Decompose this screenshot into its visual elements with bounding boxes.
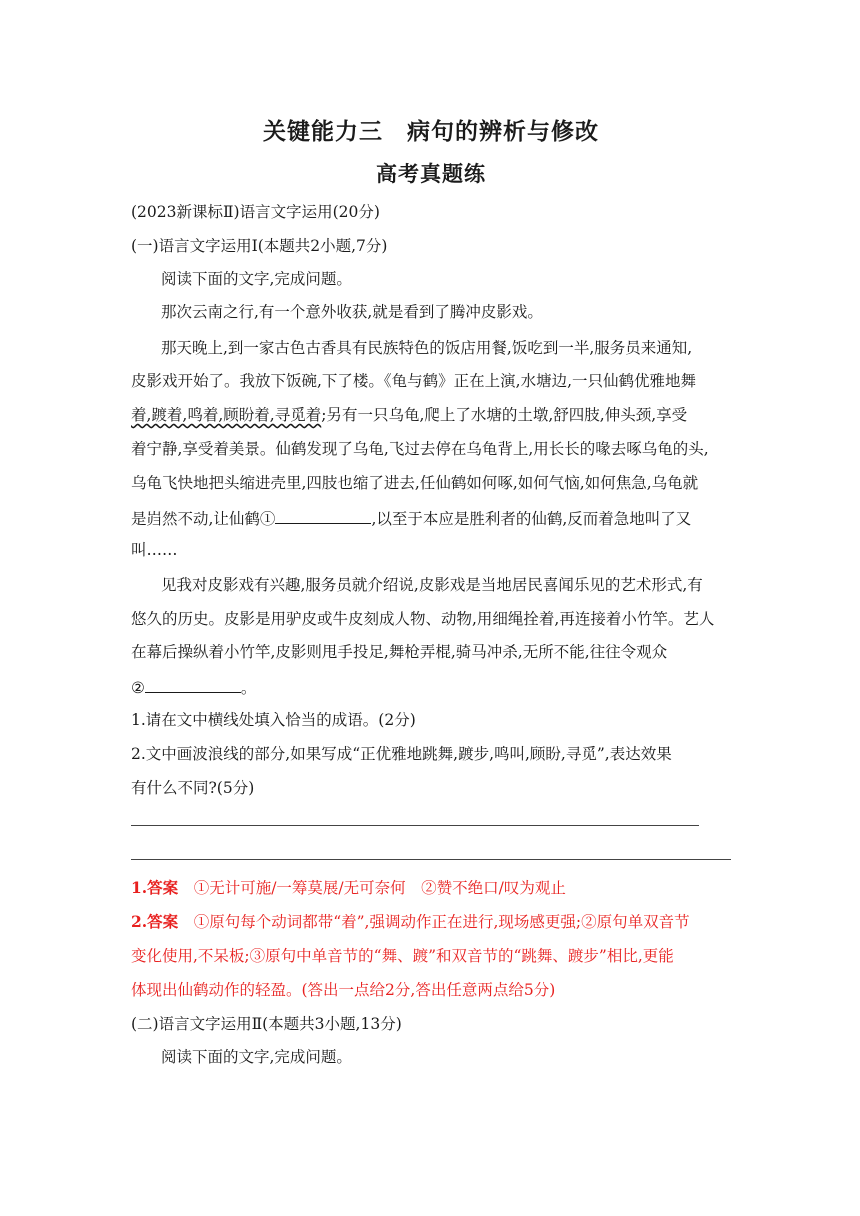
passage-line: 着宁静,享受着美景。仙鹤发现了乌龟,飞过去停在乌龟背上,用长长的喙去啄乌龟的头, bbox=[131, 440, 709, 458]
section1-intro: 阅读下面的文字,完成问题。 bbox=[161, 270, 352, 288]
passage-line: 悠久的历史。皮影是用驴皮或牛皮刻成人物、动物,用细绳拴着,再连接着小竹竿。艺人 bbox=[131, 610, 715, 628]
answer-2: 2.答案 ①原句每个动词都带“着”,强调动作正在进行,现场感更强;②原句单双音节 bbox=[131, 912, 690, 931]
answer-label: 2.答案 bbox=[131, 912, 179, 931]
question-1: 1.请在文中横线处填入恰当的成语。(2分) bbox=[131, 711, 416, 729]
page-title: 关键能力三 病句的辨析与修改 bbox=[263, 119, 599, 145]
fill-blank-1 bbox=[275, 507, 371, 524]
passage-paragraph-1: 那次云南之行,有一个意外收获,就是看到了腾冲皮影戏。 bbox=[161, 303, 543, 321]
passage-line: 叫…… bbox=[131, 541, 178, 559]
fill-blank-2 bbox=[145, 676, 241, 693]
passage-line: 着,踱着,鸣着,顾盼着,寻觅着;另有一只乌龟,爬上了水塘的土墩,舒四肢,伸头颈,享受 bbox=[131, 406, 688, 424]
section2-intro: 阅读下面的文字,完成问题。 bbox=[161, 1048, 352, 1066]
passage-line: 乌龟飞快地把头缩进壳里,四肢也缩了进去,任仙鹤如何啄,如何气恼,如何焦急,乌龟就 bbox=[131, 474, 699, 492]
passage-line: 皮影戏开始了。我放下饭碗,下了楼。《龟与鹤》正在上演,水塘边,一只仙鹤优雅地舞 bbox=[131, 372, 697, 390]
exam-source: (2023新课标Ⅱ)语言文字运用(20分) bbox=[131, 203, 380, 221]
passage-line: 见我对皮影戏有兴趣,服务员就介绍说,皮影戏是当地居民喜闻乐见的艺术形式,有 bbox=[161, 576, 703, 594]
answer-2-cont: 体现出仙鹤动作的轻盈。(答出一点给2分,答出任意两点给5分) bbox=[131, 981, 556, 999]
passage-line: 在幕后操纵着小竹竿,皮影则甩手投足,舞枪弄棍,骑马冲杀,无所不能,往往令观众 bbox=[131, 643, 668, 661]
wavy-underlined-text: 着,踱着,鸣着,顾盼着,寻觅着 bbox=[131, 406, 322, 424]
passage-line: 那天晚上,到一家古色古香具有民族特色的饭店用餐,饭吃到一半,服务员来通知, bbox=[161, 339, 693, 357]
section2-heading: (二)语言文字运用Ⅱ(本题共3小题,13分) bbox=[131, 1015, 402, 1033]
answer-line bbox=[131, 825, 699, 826]
section1-heading: (一)语言文字运用Ⅰ(本题共2小题,7分) bbox=[131, 237, 388, 255]
question-2: 2.文中画波浪线的部分,如果写成“正优雅地跳舞,踱步,鸣叫,顾盼,寻觅”,表达效果 bbox=[131, 745, 672, 763]
answer-2-cont: 变化使用,不呆板;③原句中单音节的“舞、踱”和双音节的“跳舞、踱步”相比,更能 bbox=[131, 947, 674, 965]
answer-1: 1.答案 ①无计可施/一筹莫展/无可奈何 ②赞不绝口/叹为观止 bbox=[131, 878, 566, 897]
answer-line bbox=[131, 859, 731, 860]
answer-label: 1.答案 bbox=[131, 878, 179, 897]
page-subtitle: 高考真题练 bbox=[376, 162, 486, 186]
document-page bbox=[131, 0, 731, 1216]
passage-line: ② 。 bbox=[131, 676, 256, 698]
passage-line: 是岿然不动,让仙鹤① ,以至于本应是胜利者的仙鹤,反而着急地叫了又 bbox=[131, 507, 691, 529]
question-2-cont: 有什么不同?(5分) bbox=[131, 779, 255, 797]
